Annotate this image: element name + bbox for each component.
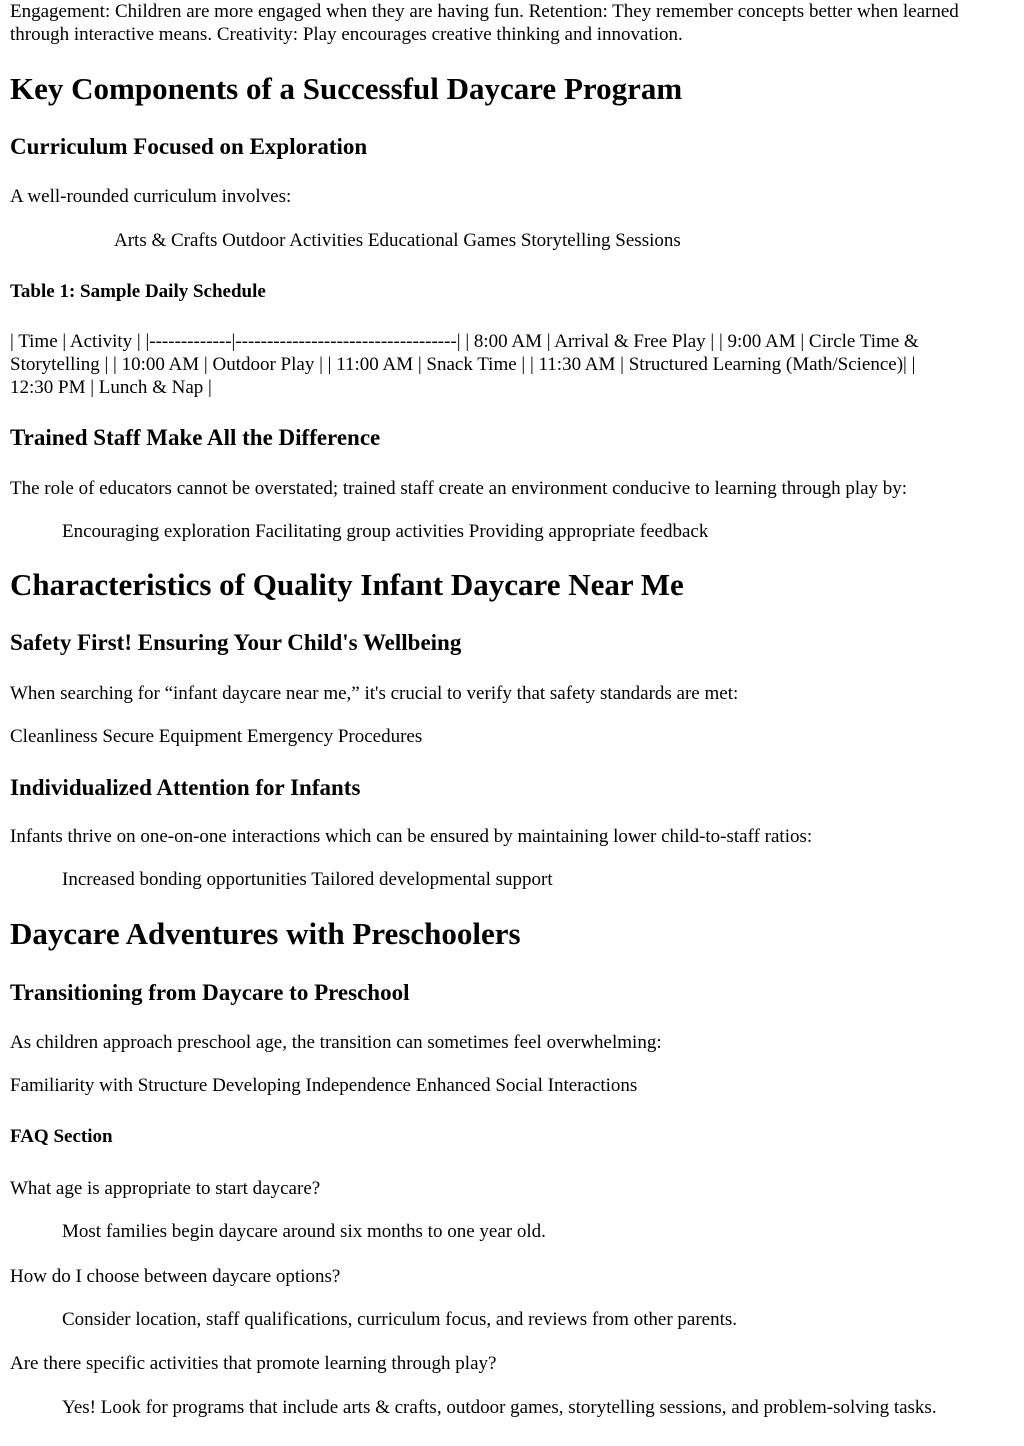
heading-trained-staff: Trained Staff Make All the Difference [10,425,381,450]
faq-answer: Most families begin daycare around six months to one year old. [62,1221,546,1242]
staff-lead: The role of educators cannot be overstated; trained staff create an environment conducive to learning through play by: [10,478,908,499]
curriculum-list: Arts & Crafts Outdoor Activities Educational Games Storytelling Sessions [114,230,681,251]
heading-preschoolers: Daycare Adventures with Preschoolers [10,916,521,951]
schedule-raw-line-1: | Time | Activity | |-------------|-----------------------------------| | 8:00 AM | Arrival & Free Play | | 9:00 AM | Circle Time & [10,331,919,352]
heading-key-components: Key Components of a Successful Daycare Program [10,71,683,106]
heading-faq: FAQ Section [10,1126,113,1147]
curriculum-lead: A well-rounded curriculum involves: [10,186,292,207]
attention-list: Increased bonding opportunities Tailored developmental support [62,869,553,890]
faq-question: Are there specific activities that promote learning through play? [10,1353,497,1374]
heading-curriculum: Curriculum Focused on Exploration [10,134,368,159]
faq-question: What age is appropriate to start daycare? [10,1178,321,1199]
heading-schedule-table: Table 1: Sample Daily Schedule [10,281,266,302]
staff-list: Encouraging exploration Facilitating group activities Providing appropriate feedback [62,521,709,542]
transition-lead: As children approach preschool age, the transition can sometimes feel overwhelming: [10,1032,662,1053]
intro-paragraph: Engagement: Children are more engaged when they are having fun. Retention: They remember concepts better when learned through interactive means. Creativity: Play encourages creative thinking and innovation. [10,1,959,45]
attention-lead: Infants thrive on one-on-one interactions which can be ensured by maintaining lower child-to-staff ratios: [10,826,813,847]
schedule-raw-line-2: Storytelling | | 10:00 AM | Outdoor Play | | 11:00 AM | Snack Time | | 11:30 AM | Structured Learning (Math/Science)| | [10,354,916,375]
schedule-raw-line-3: 12:30 PM | Lunch & Nap | [10,377,212,398]
safety-lead: When searching for “infant daycare near me,” it's crucial to verify that safety standards are met: [10,683,739,704]
transition-list: Familiarity with Structure Developing Independence Enhanced Social Interactions [10,1075,638,1096]
faq-question: How do I choose between daycare options? [10,1266,341,1287]
heading-transitioning: Transitioning from Daycare to Preschool [10,980,410,1005]
faq-answer: Consider location, staff qualifications, curriculum focus, and reviews from other parents. [62,1309,738,1330]
safety-list: Cleanliness Secure Equipment Emergency Procedures [10,726,423,747]
heading-individualized-attention: Individualized Attention for Infants [10,775,361,800]
heading-infant-daycare: Characteristics of Quality Infant Daycare Near Me [10,567,684,602]
heading-safety: Safety First! Ensuring Your Child's Wellbeing [10,630,462,655]
faq-answer: Yes! Look for programs that include arts & crafts, outdoor games, storytelling sessions, and problem-solving tasks. [62,1397,937,1418]
